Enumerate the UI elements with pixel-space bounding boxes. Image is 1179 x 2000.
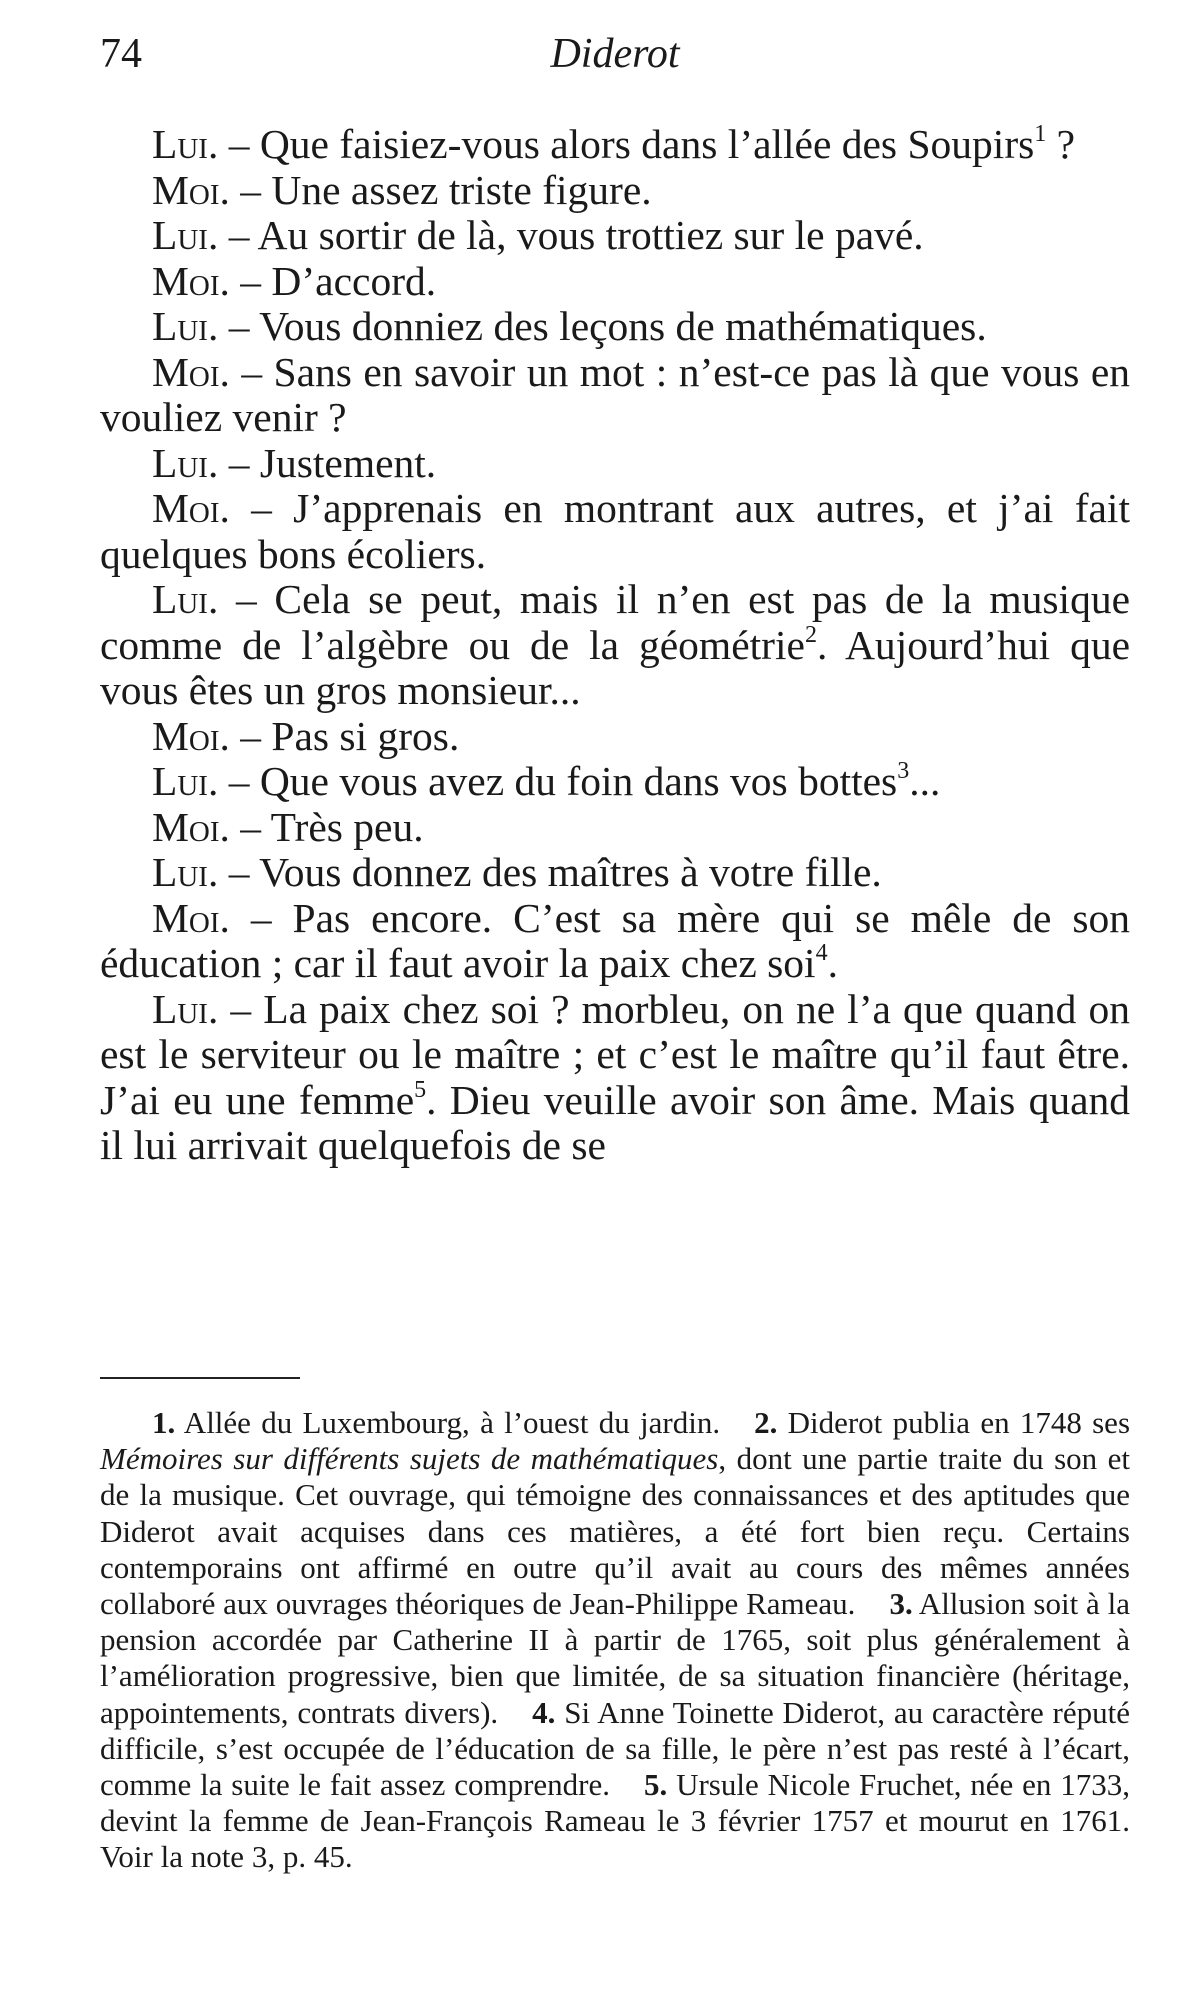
line-text: – J’apprenais en montrant aux autres, et j’ai fait quelques bons écoliers. <box>100 485 1130 577</box>
footnote-title-italic: Mémoires sur différents sujets de mathématiques <box>100 1441 719 1477</box>
speaker-label: Moi. <box>152 803 230 850</box>
speaker-label: Lui. <box>152 212 219 258</box>
line-text: – Justement. <box>218 439 437 486</box>
footnote-block <box>100 1405 1130 1876</box>
footnote-number: 5. <box>644 1767 668 1803</box>
footnote-number: 4. <box>532 1694 556 1730</box>
line-text: – Vous donnez des maîtres à votre fille. <box>218 849 882 895</box>
dialogue-line <box>100 168 1130 214</box>
footnote-number: 2. <box>754 1405 778 1440</box>
footnote-ref: 1 <box>1034 121 1047 147</box>
footnote-number: 3. <box>889 1586 913 1622</box>
footnote-text: Allusion soit à la pension accordée par Catherine II à partir de 1765, soit plus généralement à l’amélioration progressive, bien que limitée, de sa situation financière (héritage, appointements, contrats divers). <box>100 1586 1131 1730</box>
dialogue-line <box>100 577 1130 714</box>
footnote-number: 1. <box>152 1405 176 1440</box>
dialogue-line <box>100 122 1130 168</box>
speaker-label: Moi. <box>152 257 230 304</box>
line-text: – Que vous avez du foin dans vos bottes <box>218 758 898 804</box>
speaker-label: Lui. <box>152 439 219 486</box>
speaker-label: Lui. <box>152 576 219 622</box>
speaker-label: Moi. <box>152 712 230 759</box>
running-head: Diderot <box>550 31 680 77</box>
speaker-label: Lui. <box>152 303 219 349</box>
dialogue-line <box>100 441 1130 487</box>
dialogue-line <box>100 896 1130 987</box>
speaker-label: Moi. <box>152 894 230 941</box>
footnote-text: Si Anne Toinette Diderot, au caractère réputé difficile, s’est occupée de l’éducation de sa fille, le père n’est pas resté à l’écart, comme la suite le fait assez comprendre. <box>100 1694 1130 1803</box>
page-number: 74 <box>100 31 142 77</box>
speaker-label: Lui. <box>152 758 219 804</box>
footnote-ref: 5 <box>414 1076 427 1103</box>
dialogue-line <box>100 350 1130 441</box>
footnotes <box>100 1405 1130 1876</box>
footnote-separator <box>100 1377 300 1379</box>
speaker-label: Lui. <box>152 121 219 167</box>
footnote-ref: 4 <box>815 940 828 966</box>
speaker-label: Moi. <box>152 485 230 531</box>
line-text: – D’accord. <box>229 257 437 304</box>
dialogue-line <box>100 987 1130 1169</box>
line-text-after: ... <box>909 758 941 804</box>
footnote-ref: 2 <box>804 621 817 648</box>
footnote-ref: 3 <box>897 758 910 784</box>
line-text: – Au sortir de là, vous trottiez sur le pavé. <box>218 212 924 258</box>
dialogue-line <box>100 304 1130 350</box>
line-text: – Sans en savoir un mot : n’est-ce pas là que vous en vouliez venir ? <box>100 348 1130 440</box>
dialogue-line <box>100 714 1130 760</box>
dialogue-line <box>100 850 1130 896</box>
speaker-label: Lui. <box>152 849 219 895</box>
line-text: – Pas encore. C’est sa mère qui se mêle de son éducation ; car il faut avoir la paix chez soi <box>100 894 1130 986</box>
line-text: – Que faisiez-vous alors dans l’allée des Soupirs <box>218 121 1035 167</box>
dialogue-line <box>100 213 1130 259</box>
footnote-text: Ursule Nicole Fruchet, née en 1733, devint la femme de Jean-François Rameau le 3 février 1757 et mourut en 1761. Voir la note 3, p. 45. <box>100 1767 1130 1875</box>
line-text: – La paix chez soi ? morbleu, on ne l’a que quand on est le serviteur ou le maître ; et c’est le maître qu’il faut être. J’ai eu une femme <box>100 985 1130 1123</box>
footnote-text: Allée du Luxembourg, à l’ouest du jardin. <box>175 1405 721 1440</box>
speaker-label: Lui. <box>152 985 219 1032</box>
line-text: – Cela se peut, mais il n’en est pas de la musique comme de l’algèbre ou de la géométrie <box>100 576 1130 668</box>
line-text: – Une assez triste figure. <box>229 166 652 213</box>
footnote-text-after: , dont une partie traite du son et de la musique. Cet ouvrage, qui témoigne des connaissances et des aptitudes que Diderot avait acquises dans ces matières, a été fort bien reçu. Certains contemporains ont affirmé en outre qu’il avait au cours des mêmes années collaboré aux ouvrages théoriques de Jean-Philippe Rameau. <box>100 1441 1131 1622</box>
line-text-after: . Dieu veuille avoir son âme. Mais quand il lui arrivait quelquefois de se <box>100 1076 1131 1168</box>
speaker-label: Moi. <box>152 348 230 395</box>
dialogue-line <box>100 759 1130 805</box>
page-header <box>100 30 1130 90</box>
line-text-after: . Aujourd’hui que vous êtes un gros monsieur... <box>100 621 1130 713</box>
dialogue-line <box>100 486 1130 577</box>
footnote-text: Diderot publia en 1748 ses <box>777 1405 1131 1440</box>
dialogue-line <box>100 259 1130 305</box>
line-text-after: . <box>827 940 838 986</box>
line-text: – Vous donniez des leçons de mathématiques. <box>218 303 987 349</box>
line-text-after: ? <box>1046 121 1076 167</box>
line-text: – Très peu. <box>229 803 424 850</box>
dialogue-text <box>100 122 1130 1169</box>
speaker-label: Moi. <box>152 166 230 213</box>
dialogue-line <box>100 805 1130 851</box>
line-text: – Pas si gros. <box>229 712 460 759</box>
